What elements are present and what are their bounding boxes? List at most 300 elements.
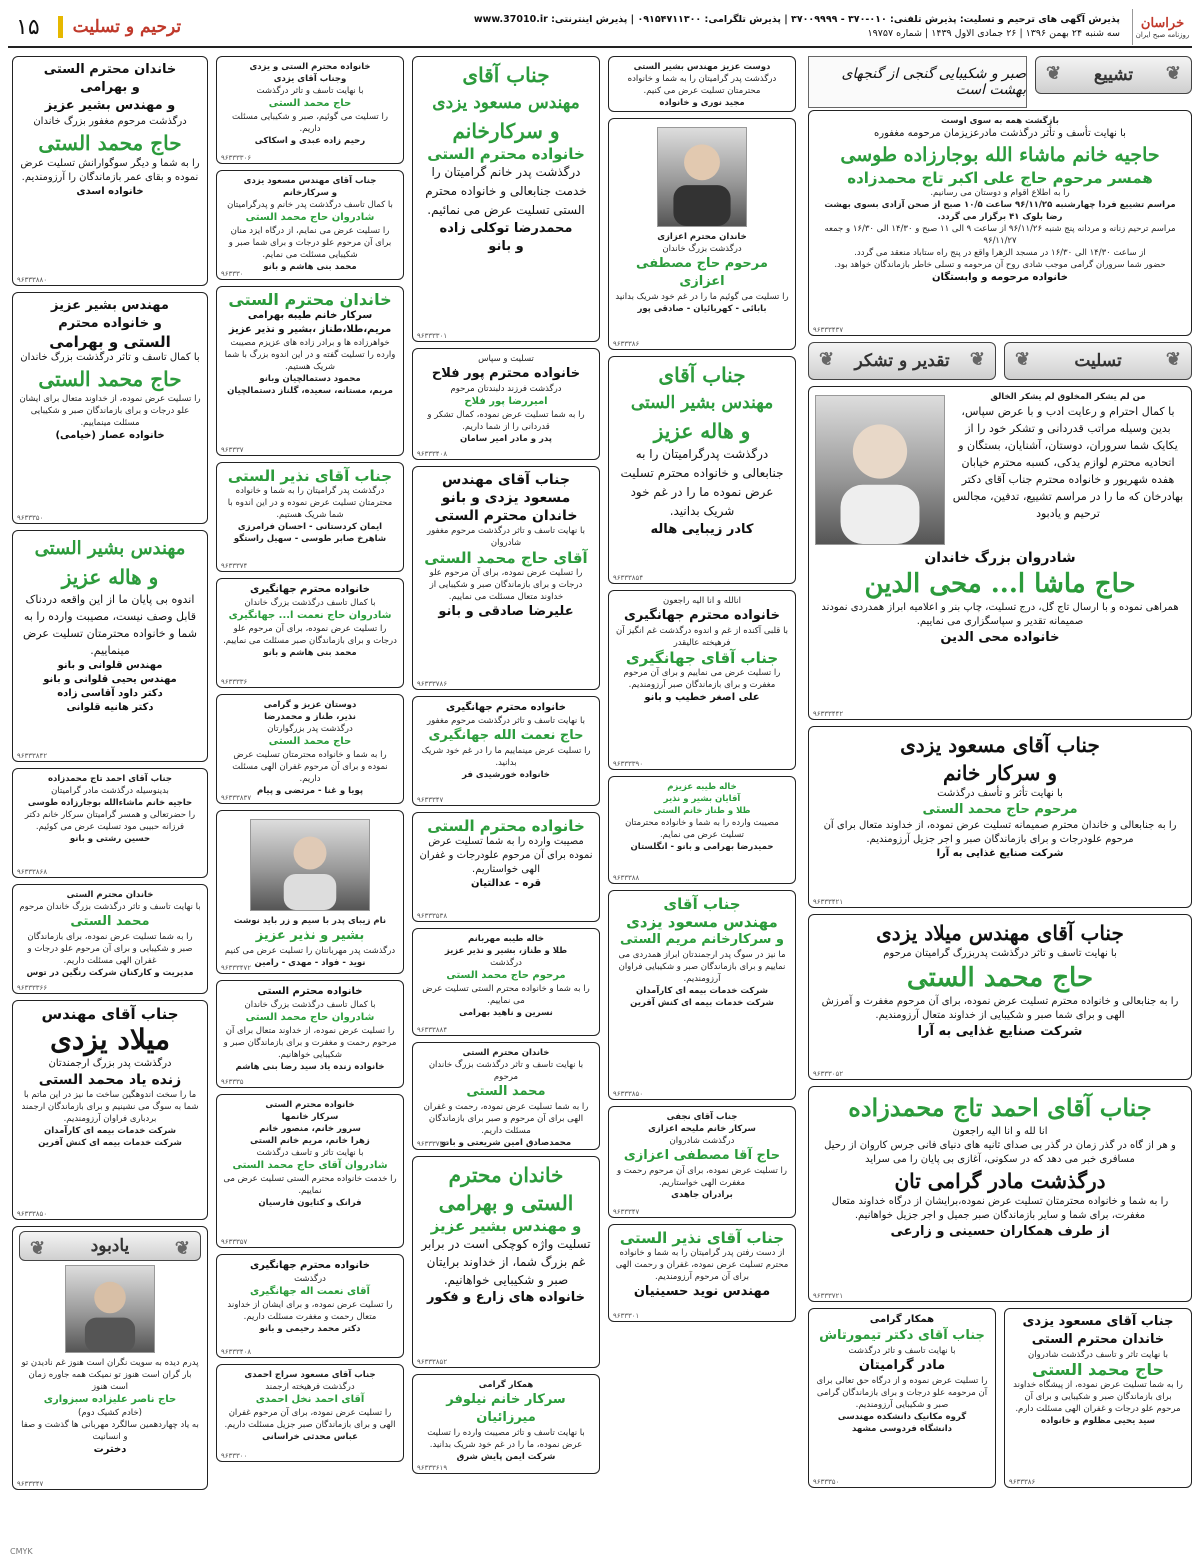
- c5b4-body2: را تسلیت عرض نموده و از درگاه حق تعالی برای آن مرحومه علو درجات و برای بازماندگان گرامی صبر و شکیبایی آرزومندیم.: [816, 1376, 988, 1410]
- c2b7-body: درگذشت پدر مهربانتان را تسلیت عرض می کنیم: [224, 946, 396, 956]
- c4b6-l2: مهندس مسعود یزدی: [626, 913, 778, 931]
- c3b3-code: ۹۶۳۳۳۷۸۶: [417, 680, 448, 688]
- c4b3-l2: مهندس بشیر الستی: [630, 393, 774, 413]
- c2b4-code: ۹۶۳۳۳۷۴: [221, 562, 248, 570]
- section-bar-icon: [58, 16, 63, 38]
- c4b6-sign2: شرکت خدمات بیمه ای کنش آفرین: [630, 998, 774, 1008]
- c4b3-title: جناب آقای: [658, 363, 746, 387]
- c3-box-4: [412, 696, 600, 806]
- taqdir-notice: [808, 386, 1192, 720]
- c4b3-l3: و هاله عزیز: [653, 419, 751, 443]
- tashyi-notice: [808, 110, 1192, 336]
- c2b6-l2: نذیر، طناز و محمدرضا: [264, 712, 356, 722]
- c3b2-title: تسلیت و سپاس: [478, 354, 534, 364]
- c2-box-6: [216, 694, 404, 804]
- section-title: ترحیم و تسلیت: [72, 17, 182, 37]
- c1b1-sign: خانواده اسدی: [76, 186, 144, 197]
- brand-name: خراسان: [1140, 15, 1185, 31]
- c2-box-4: [216, 462, 404, 572]
- c1b5-sign: مدیریت و کارکنان شرکت رنگین در توس: [26, 968, 194, 978]
- c2b3-s1: محمود دستمالچیان وبانو: [259, 374, 361, 384]
- c1b5-name: محمد الستی: [70, 914, 150, 929]
- c5-box-4: [808, 1308, 996, 1488]
- c5b4-title: همکار گرامی: [869, 1314, 935, 1325]
- c2b8-code: ۹۶۳۳۳۵: [221, 1078, 244, 1086]
- c2b3-body: خواهرزاده ها و برادر زاده های عزیزم مصیبت وارده را تسلیت گفته و در این اندوه بزرگ با شما شریک هستیم.: [224, 338, 396, 372]
- c2-box-7: [216, 810, 404, 974]
- c4-box-7: [608, 1106, 796, 1218]
- c5b1-body2: را به جنابعالی و خاندان محترم صمیمانه تسلیت عرض نموده، از خداوند متعال برای آن مرحوم علودرجات و برای بازماندگان صبر و اجر جزیل آرزومندیم.: [823, 820, 1177, 845]
- c2b10-name: آقای نعمت اله جهانگیری: [250, 1286, 370, 1297]
- c1b1-l3: و مهندس بشیر عزیز: [44, 98, 176, 113]
- c3-box-7: [412, 1042, 600, 1150]
- c4b6-sign: شرکت خدمات بیمه ای کارآمدان: [636, 986, 768, 996]
- c4b7-l2: سرکار خانم ملیحه اعزازی: [648, 1124, 756, 1134]
- c3-box-1: [412, 56, 600, 342]
- tashyi-p1: مراسم تشییع فردا چهارشنبه ۹۶/۱۱/۲۵ ساعت ۱۰/۵ صبح از صحن آزادی بسوی بهشت رضا بلوک ۴۱ برگزار می گردد.: [824, 200, 1176, 222]
- taqdir-top-row: [815, 391, 1185, 549]
- c5b1-body: با نهایت تأثر و تأسف درگذشت: [937, 788, 1063, 799]
- c2b5-code: ۹۶۳۳۳۳۶: [221, 678, 248, 686]
- c5b3-body2: را به شما و خانواده محترمتان تسلیت عرض نموده،برایشان از درگاه خداوند متعال مغفرت، برای شما و سایر بازماندگان صبر جمیل و اجر جزیل خواهانیم.: [831, 1196, 1169, 1221]
- c1b2-name: حاج محمد الستی: [38, 367, 182, 391]
- c3b1-sign2: و بانو: [488, 239, 524, 254]
- c4b2-body: درگذشت بزرگ خاندان: [662, 244, 742, 254]
- c5b1-name: مرحوم حاج محمد الستی: [922, 802, 1078, 817]
- c4b7-title: جناب آقای نجفی: [666, 1112, 738, 1122]
- c2b6-title: دوستان عزیز و گرامی: [263, 700, 357, 710]
- c3b1-title: جناب آقای: [462, 63, 550, 87]
- c2b10-sign: دکتر محمد رحیمی و بانو: [259, 1324, 361, 1334]
- c2b11-body: درگذشت فرهیخته ارجمند: [265, 1382, 355, 1392]
- c5b1-title: جناب آقای مسعود یزدی: [900, 733, 1100, 757]
- c2-portrait: [250, 819, 370, 911]
- c2-box-2: [216, 170, 404, 280]
- c1b7-code: ۹۶۳۳۳۴۷: [17, 1480, 44, 1488]
- c4b8-title: جناب آقای نذیر الستی: [619, 1229, 785, 1247]
- c2b11-body2: را تسلیت عرض نموده، برای آن مرحوم غفران الهی و برای بازماندگان صبر جزیل مسئلت داریم.: [224, 1408, 396, 1430]
- c3b6-body: درگذشت: [490, 958, 522, 968]
- c3b6-l2: طلا و طناز، بشیر و نذیر عزیز: [444, 946, 568, 956]
- tashyi-p2: مراسم ترحیم زنانه و مردانه پنج شنبه ۹۶/۱۱/۲۶ از ساعت ۹ الی ۱۱ صبح و ۱۴/۳۰ الی ۱۶/۳۰ و جمعه ۹۶/۱۱/۲۷: [824, 224, 1176, 246]
- c2b4-s1: ایمان کردستانی - احسان فرامرزی: [237, 522, 383, 532]
- c1b3-l2: و هاله عزیز: [61, 565, 159, 589]
- c1b6-title: جناب آقای مهندس: [41, 1005, 179, 1023]
- c4b4-body2: را تسلیت عرض می نماییم و برای آن مرحوم مغفرت و برای بازماندگان صبر آرزومندیم.: [623, 668, 781, 690]
- c2b7-sign: نوید - فواد - مهدی - رامین: [254, 958, 366, 968]
- c1b1-body: درگذشت مرحوم مغفور بزرگ خاندان: [33, 116, 187, 127]
- c1b3-code: ۹۶۳۳۳۸۴۲: [17, 752, 48, 760]
- portrait-icon: [66, 1266, 154, 1352]
- c4b7-body2: را تسلیت عرض نموده، برای آن مرحوم رحمت و مغفرت الهی خواستاریم.: [617, 1166, 787, 1188]
- c1b4-body2: را حضرتعالی و همسر گرامیتان سرکار خانم دکتر فرزانه حبیبی مود تسلیت عرض می کوئیم.: [24, 810, 196, 832]
- c4b1-body: درگذشت پدر گرامیتان را به شما و خانواده محترمتان تسلیت عرض می کنیم.: [627, 74, 777, 96]
- c5b3-name: درگذشت مادر گرامی تان: [894, 1169, 1106, 1193]
- c3-box-8: [412, 1156, 600, 1368]
- c2b1-body: با نهایت تاسف و تاثر درگذشت: [256, 86, 364, 96]
- c1b1-l2: و بهرامی: [80, 80, 140, 95]
- c2-box-9: [216, 1094, 404, 1248]
- c3b3-sign: علیرضا صادقی و بانو: [438, 604, 574, 619]
- c3b8-l3: و مهندس بشیر عزیز: [430, 1217, 582, 1235]
- c3b8-sign: خانواده های زارع و فکور: [426, 1290, 586, 1305]
- tashyi-p4: حضور شما سروران گرامی موجب شادی روح آن مرحومه و تسلی خاطر بازماندگان خواهد بود.: [834, 260, 1166, 270]
- c1-box-3: [12, 530, 208, 762]
- c1-box-1: [12, 56, 208, 286]
- c1b5-body2: را به شما تسلیت عرض نموده، برای بازماندگان صبر و شکیبایی و برای آن مرحوم علو درجات و غفران الهی مسئلت داریم.: [27, 932, 193, 966]
- c1b4-sign: حسین رشتی و بانو: [69, 834, 151, 844]
- c3b3-title: جناب آقای مهندس: [442, 472, 570, 488]
- c5b2-sign: شرکت صنایع غذایی به آرا: [917, 1024, 1083, 1039]
- page-header: [8, 8, 1192, 48]
- c2-box-5: [216, 578, 404, 688]
- c3b9-title: همکار گرامی: [478, 1380, 534, 1390]
- tashyi-sign: خانواده مرحومه و وابستگان: [931, 272, 1068, 283]
- c2b9-sign: فرانک و کتایون فارسیان: [258, 1198, 362, 1208]
- c2b4-body: درگذشت پدر گرامیتان را به شما و خانواده محترمتان تسلیت عرض نموده و در این اندوه با شما شریک هستیم.: [227, 486, 393, 520]
- c2b2-name: شادروان حاج محمد الستی: [245, 212, 375, 223]
- c3-box-3: [412, 466, 600, 690]
- c3b2-name: خانواده محترم پور فلاح: [431, 366, 581, 381]
- c2b9-body: با نهایت تاثر و تاسف درگذشت: [256, 1148, 364, 1158]
- c4-box-3: [608, 356, 796, 584]
- header-phone-info: پذیرش آگهی های ترحیم و تسلیت: پذیرش تلفنی: ۰۱۰-۳۷۰ - ۳۷۰۰۹۹۹۹ | پذیرش تلگرامی: ۰۹۱۵۴۷۱۱۳۰۰ | پذیرش اینترنتی: www.37010.ir: [473, 14, 1120, 25]
- c5b2-body: با نهایت تاسف و تاثر درگذشت پدربزرگ گرامیتان مرحوم: [883, 948, 1117, 959]
- c5b4-sign2: دانشگاه فردوسی مشهد: [851, 1424, 953, 1434]
- c4b5-code: ۹۶۳۳۳۸۸: [613, 874, 640, 882]
- c1b6-body: درگذشت پدر بزرگ ارجمندتان: [48, 1058, 172, 1069]
- column-5: [808, 56, 1192, 1488]
- c1b6-code: ۹۶۳۳۳۸۵۰: [17, 1210, 48, 1218]
- c3b1-l4: خانواده محترم الستی: [427, 145, 585, 163]
- c2b10-body2: را تسلیت عرض نموده، و برای ایشان از خداوند متعال رحمت و مغفرت مسئلت داریم.: [227, 1300, 393, 1322]
- c3b1-l3: و سرکارخانم: [452, 119, 560, 143]
- c1b2-sign: خانواده عصار (خیامی): [55, 430, 165, 441]
- c3b9-sign: شرکت ایمن پایش شرق: [456, 1452, 556, 1462]
- c2b5-name: شادروان حاج نعمت ا... جهانگیری: [228, 610, 392, 621]
- c3b2-sign: پدر و مادر امیر سامان: [459, 434, 553, 444]
- c1b5-body: با نهایت تاسف و تاثر درگذشت بزرگ خاندان مرحوم: [19, 902, 201, 912]
- c4b8-code: ۹۶۳۳۳۰۱: [613, 1312, 640, 1320]
- c1b1-body2: را به شما و دیگر سوگوارانش تسلیت عرض نموده و بقای عمر بازماندگان را آرزومندیم.: [20, 158, 200, 183]
- slogan-box: صبر و شکیبایی گنجی از گنجهای بهشت است: [808, 56, 1027, 108]
- c2b9-l4: زهرا خانم، مریم خانم الستی: [250, 1136, 370, 1146]
- banner-row-2: [808, 342, 1192, 380]
- c3b6-code: ۹۶۳۳۳۸۸۴: [417, 1026, 448, 1034]
- c3b1-l2: مهندس مسعود یزدی: [432, 93, 580, 113]
- c2b1-title: خانواده محترم الستی و یزدی: [249, 62, 371, 72]
- c5b5-name: حاج محمد الستی: [1031, 1360, 1165, 1379]
- c4b1-sign: مجید نوری و خانواده: [659, 98, 745, 108]
- c1-box-4: [12, 768, 208, 878]
- c2b2-code: ۹۶۳۳۳۰: [221, 270, 244, 278]
- c2b8-name: شادروان حاج محمد الستی: [245, 1012, 375, 1023]
- c4b4-sign: علی اصغر خطیب و بانو: [644, 692, 760, 703]
- taqdir-code: ۹۶۳۳۳۴۴۲: [813, 710, 844, 718]
- c4b6-title: جناب آقای: [663, 895, 741, 913]
- section-title-wrap: [48, 16, 191, 38]
- c1-portrait: [65, 1265, 155, 1353]
- c1b3-title: مهندس بشیر الستی: [34, 538, 186, 559]
- c4b4-title: انالله و انا الیه راجعون: [662, 596, 742, 606]
- page-number: ۱۵: [16, 14, 40, 40]
- c5b3-code: ۹۶۳۳۳۷۲۱: [813, 1292, 844, 1300]
- tashyi-top: بازگشت همه به سوی اوست: [941, 116, 1059, 126]
- c3b7-title: خاندان محترم الستی: [462, 1048, 550, 1058]
- c1b3-s4: دکتر هانیه قلوانی: [66, 702, 154, 713]
- cmyk-mark: CMYK: [10, 1547, 33, 1556]
- c1b7-body: پدرم دیده به سویت نگران است هنوز غم نادیدن تو بار گران است هنوز تو نمیکت همه جاوره زمان است هنوز: [21, 1358, 199, 1392]
- c3b7-code: ۹۶۳۳۳۷۴۲: [417, 1140, 448, 1148]
- c3b8-title: خاندان محترم: [448, 1163, 564, 1187]
- taqdir-photo: [815, 395, 945, 545]
- c3b6-body2: را به شما و خانواده محترم الستی تسلیت عرض می نماییم.: [422, 984, 590, 1006]
- c4-box-6: [608, 890, 796, 1100]
- c4b7-code: ۹۶۳۳۳۴۷: [613, 1208, 640, 1216]
- c4b3-sign: کادر زیبایی هاله: [650, 522, 754, 537]
- taqdir-body2: همراهی نموده و با ارسال تاج گل، درج تسلیت، چاپ بنر و اعلامیه ابراز همدردی نمودند صمیمانه تقدیر و سپاسگزاری می نماییم.: [821, 602, 1179, 627]
- c5b5-sign: سید یحیی مظلوم و خانواده: [1041, 1416, 1155, 1426]
- c4b2-code: ۹۶۳۳۳۸۶: [613, 340, 640, 348]
- c3-box-5: [412, 812, 600, 922]
- c5b2-name: حاج محمد الستی: [906, 963, 1094, 993]
- c5b2-code: ۹۶۳۳۳۰۵۲: [813, 1070, 844, 1078]
- c1b6-body2: ما را سخت اندوهگین ساخت ما نیز در این ماتم با شما به سوگ می نشینیم و برای بازماندگان ارجمند بردباری فراوان آرزومندیم.: [21, 1090, 199, 1124]
- c3b4-sign: خانواده خورشیدی فر: [462, 770, 550, 780]
- c2b3-title: خاندان محترم الستی: [228, 290, 392, 309]
- c3b5-sign: قره - عدالتیان: [470, 878, 542, 889]
- c2b2-sign: محمد بنی هاشم و بانو: [263, 262, 357, 272]
- taqdir-name2: حاج ماشا ا... محی الدین: [864, 569, 1136, 599]
- banner-yadbood: ❦ یادبود ❦: [19, 1231, 201, 1261]
- portrait-icon: [251, 820, 369, 910]
- column-2: [216, 56, 404, 1462]
- c1b2-l2: و خانواده محترم: [58, 316, 162, 331]
- c1b3-s2: مهندس یحیی قلوانی و بانو: [43, 674, 177, 685]
- c4-box-1: [608, 56, 796, 112]
- c5b5-body: با نهایت تاثر و تاسف درگذشت شادروان: [1028, 1350, 1168, 1360]
- c3b8-l2: الستی و بهرامی: [438, 1191, 574, 1215]
- c2b8-body: با کمال تاسف درگذشت بزرگ خاندان: [244, 1000, 376, 1010]
- c2b8-title: خانواده محترم الستی: [257, 986, 363, 997]
- c2b5-sign: محمد بنی هاشم و بانو: [263, 648, 357, 658]
- c2b5-body2: را تسلیت عرض نموده، برای آن مرحوم علو درجات و برای بازماندگان صبر مسئلت می نماییم.: [223, 624, 397, 646]
- c4b2-name: مرحوم حاج مصطفی اعزازی: [636, 256, 768, 289]
- c1b2-title: مهندس بشیر عزیز: [51, 298, 169, 313]
- c1b6-name2: زنده یاد محمد الستی: [38, 1072, 182, 1088]
- c4b7-name: حاج آقا مصطفی اعزازی: [623, 1148, 781, 1163]
- c3b7-body2: را به شما تسلیت عرض نموده، رحمت و غفران الهی برای آن مرحوم و صبر برای بازماندگان مسئلت داریم.: [423, 1102, 589, 1136]
- c4b4-l2: خانواده محترم جهانگیری: [623, 608, 781, 623]
- tashyi-body2: را به اطلاع اقوام و دوستان می رسانیم.: [930, 188, 1070, 198]
- c2-box-1: [216, 56, 404, 164]
- c4b5-title: خاله طیبه عزیزم: [667, 782, 737, 792]
- c2b9-code: ۹۶۳۳۳۵۷: [221, 1238, 248, 1246]
- c5b1-sign: شرکت صنایع غذایی به آرا: [936, 848, 1064, 859]
- c2b11-name: آقای احمد نخل احمدی: [255, 1394, 365, 1405]
- c5-box-2: [808, 914, 1192, 1080]
- c2b6-body2: را به شما و خانواده محترمتان تسلیت عرض نموده و برای آن مرحوم غفران الهی مسئلت داریم.: [232, 750, 388, 784]
- c5-box-3: [808, 1086, 1192, 1302]
- c2b6-sign: پویا و غنا - مرتضی و پیام: [256, 786, 364, 796]
- c4b8-body: از دست رفتن پدر گرامیتان را به شما و خانواده محترم تسلیت عرض نموده، غفران و رحمت الهی برای آن مرحوم آرزومندیم.: [615, 1248, 789, 1282]
- c5-box-1: [808, 726, 1192, 908]
- c4b2-cap: خاندان محترم اعزازی: [657, 232, 747, 242]
- c2b7-cap: نام زیبای پدر با سیم و زر باید نوشت: [233, 916, 387, 926]
- c5b1-l2: و سرکار خانم: [943, 761, 1057, 785]
- c3b9-body: با نهایت تاسف و تاثر مصیبت وارده را تسلیت عرض نموده، ما را در غم خود شریک بدانید.: [427, 1428, 585, 1450]
- c3b9-name: سرکار خانم نیلوفر میرزائیان: [446, 1392, 566, 1425]
- c3b7-sign: محمدصادق امین شریعتی و بانو: [440, 1138, 572, 1148]
- c5b2-title: جناب آقای مهندس میلاد یزدی: [876, 921, 1124, 945]
- c5-box-5: [1004, 1308, 1192, 1488]
- c1b3-s1: مهندس قلوانی و بانو: [57, 660, 163, 671]
- c5-bottom-row: [808, 1308, 1192, 1488]
- tashyi-name2: همسر مرحوم حاج علی اکبر تاج محمدزاده: [847, 169, 1153, 187]
- banner-tashyi: ❦ تشییع ❦: [1035, 56, 1192, 94]
- portrait-icon: [816, 396, 944, 544]
- c1b2-code: ۹۶۳۳۳۵۰: [17, 514, 44, 522]
- c2-box-8: [216, 980, 404, 1088]
- c2b9-l3: سرور خانم، منصور خانم: [259, 1124, 361, 1134]
- c4b4-code: ۹۶۳۳۳۳۹۰: [613, 760, 644, 768]
- column-3: [412, 56, 600, 1474]
- c4b5-l2: آقایان بشیر و نذیر: [663, 794, 741, 804]
- c2b10-code: ۹۶۳۳۳۴۰۸: [221, 1348, 252, 1356]
- c2b7-code: ۹۶۳۳۳۴۷۲: [221, 964, 252, 972]
- c2b3-code: ۹۶۳۳۳۷: [221, 446, 244, 454]
- c5b5-body2: را به شما تسلیت عرض نموده، از پیشگاه خداوند برای بازماندگان صبر و شکیبایی و برای آن مرحوم علو درجات و غفران الهی مسئلت دارم.: [1013, 1380, 1183, 1414]
- c4b6-body: ما نیز در سوگ پدر ارجمندتان ابراز همدردی می نماییم و برای بازماندگان صبر و شکیبایی فراوان آرزومندیم.: [618, 950, 786, 984]
- c1b3-s3: دکتر داود آقاسی زاده: [57, 688, 163, 699]
- c1b5-code: ۹۶۳۳۳۳۶۶: [17, 984, 48, 992]
- c1b2-body2: را تسلیت عرض نموده، از خداوند متعال برای ایشان علو درجات و برای بازماندگان صبر و شکیبایی مسئلت مینماییم.: [19, 394, 201, 428]
- c1b7-name: حاج ناصر علیزاده سبزواری: [43, 1394, 177, 1405]
- c1b1-title: خاندان محترم الستی: [43, 62, 177, 77]
- c3b1-body: درگذشت پدر خانم گرامیتان را خدمت جنابعالی و خانواده محترم الستی تسلیت عرض می نمائیم.: [425, 165, 587, 217]
- c2b9-body2: را خدمت خانواده محترم الستی تسلیت عرض می نماییم.: [223, 1174, 397, 1196]
- banner-taqdir: ❦ تقدیر و تشکر ❦: [808, 342, 996, 380]
- c3b5-body: مصیبت وارده را به شما تسلیت عرض نموده برای آن مرحوم علودرجات و غفران الهی خواستاریم.: [419, 836, 593, 875]
- c3b3-body2: را تسلیت عرض نموده، برای آن مرحوم علو درجات و برای بازماندگان صبر و شکیبایی از خداوند متعال مسئلت می نماییم.: [429, 568, 583, 602]
- c4-box-5: [608, 776, 796, 884]
- c3b1-sign: محمدرضا توکلی زاده: [439, 221, 573, 236]
- c3b3-body: با نهایت تاسف و تاثر درگذشت مرحوم مغفور شادروان: [427, 526, 585, 548]
- c3b6-title: خاله طیبه مهربانم: [467, 934, 545, 944]
- c2b9-title: خانواده محترم الستی: [265, 1100, 355, 1110]
- c3b8-code: ۹۶۳۳۳۸۵۲: [417, 1358, 448, 1366]
- c4b6-code: ۹۶۳۳۳۸۵۰: [613, 1090, 644, 1098]
- c4b7-body: درگذشت شادروان: [669, 1136, 735, 1146]
- c1b4-title: جناب آقای احمد تاج محمدزاده: [48, 774, 172, 784]
- taqdir-body: با کمال احترام و رعایت ادب و با عرض سپاس، بدین وسیله مراتب قدردانی و تشکر خود را از یکایک شما سروران، دوستان، آشنایان، بستگان و اتحادیه محترم لوازم یدکی، کسبه محترم خیابان هفده شهریور و خانواده محترم جناب آقای دکتر بهادرخان که ما را در مراسم تشییع، تدفین، مجالس ترحیم و یادبود: [952, 405, 1184, 520]
- c2b11-title: جناب آقای مسعود سراج احمدی: [244, 1370, 376, 1380]
- c4b1-title: دوست عزیز مهندس بشیر الستی: [633, 62, 771, 72]
- c3b5-code: ۹۶۳۳۳۵۳۸: [417, 912, 448, 920]
- c5b4-sign: گروه مکانیک دانشکده مهندسی: [837, 1412, 967, 1422]
- c3b3-l3: خاندان محترم الستی: [434, 508, 578, 524]
- c2b3-l3: مریم،طلا،طناز ،بشیر و نذیر عزیز: [228, 324, 392, 335]
- header-issue: سه شنبه ۲۴ بهمن ۱۳۹۶ | ۲۶ جمادی الاول ۱۴۳۹ | شماره ۱۹۷۵۷: [867, 28, 1120, 39]
- c4b5-body: مصیبت وارده را به شما و خانواده محترمتان تسلیت عرض می نمایم.: [625, 818, 779, 840]
- c5b4-code: ۹۶۳۳۳۵۰: [813, 1478, 840, 1486]
- c3-box-9: [412, 1374, 600, 1474]
- c3b8-body: تسلیت واژه کوچکی است در برابر غم بزرگ شما، از خداوند برایتان صبر و شکیبایی خواهانیم.: [421, 1237, 591, 1287]
- c5b4-name2: مادر گرامیتان: [858, 1358, 946, 1373]
- c2b10-title: خانواده محترم جهانگیری: [249, 1260, 371, 1271]
- c3b4-code: ۹۶۳۳۳۴۷: [417, 796, 444, 804]
- c4-box-8: [608, 1224, 796, 1322]
- tashyi-code: ۹۶۳۳۳۴۳۷: [813, 326, 844, 334]
- c2b2-l2: و سرکارخانم: [282, 188, 338, 198]
- c5b5-title: جناب آقای مسعود یزدی: [1022, 1314, 1174, 1329]
- c3b2-name2: امیررضا پور فلاح: [464, 396, 548, 407]
- c1b4-body: بدینوسیله درگذشت مادر گرامیتان: [51, 786, 169, 796]
- taqdir-sign: خانواده محی الدین: [940, 630, 1060, 645]
- c1-box-2: [12, 292, 208, 524]
- c1b1-code: ۹۶۳۳۳۸۸۰: [17, 276, 48, 284]
- taqdir-name: شادروان بزرگ خاندان: [924, 550, 1076, 566]
- c3b5-title: خانواده محترم الستی: [427, 817, 585, 835]
- c1b2-body: با کمال تاسف و تاثر درگذشت بزرگ خاندان: [20, 352, 200, 363]
- newspaper-logo: [1132, 9, 1192, 45]
- c2b5-body: با کمال تاسف درگذشت بزرگ خاندان: [244, 598, 376, 608]
- c3b4-body2: را تسلیت عرض مینماییم ما را در غم خود شریک بدانید.: [421, 746, 591, 768]
- c4b6-l3: و سرکارخانم مریم الستی: [619, 932, 785, 947]
- c3b6-sign: نسرین و ناهید بهرامی: [459, 1008, 553, 1018]
- c5b1-code: ۹۶۳۳۳۴۲۱: [813, 898, 844, 906]
- c5b5-code: ۹۶۳۳۳۸۶: [1009, 1478, 1036, 1486]
- c5b4-name: جناب آقای دکتر تیمورتاش: [819, 1328, 985, 1343]
- c2b2-body: با کمال تاسف درگذشت پدر خانم و پدرگرامیتان: [227, 200, 393, 210]
- c5b2-body2: را به جنابعالی و خانواده محترم تسلیت عرض نموده، برای آن مرحوم مغفرت و آمرزش الهی و برای شما صبر و شکیبایی از خداوند متعال آرزومندیم.: [821, 996, 1179, 1021]
- c1-box-6: [12, 1000, 208, 1220]
- c3b2-code: ۹۶۳۳۳۴۰۸: [417, 450, 448, 458]
- c5b5-l2: خاندان محترم الستی: [1031, 1332, 1165, 1347]
- c4b2-body2: را تسلیت می گوئیم ما را در غم خود شریک بدانید: [615, 292, 789, 302]
- c1b7-sub: (خادم کشیک دوم): [78, 1408, 142, 1418]
- c1b6-sign: شرکت خدمات بیمه ای کارآمدان: [44, 1126, 176, 1136]
- c3-box-2: [412, 348, 600, 460]
- c2b11-sign: عباس محدثی خراسانی: [262, 1432, 358, 1442]
- tashyi-row: [808, 56, 1192, 108]
- c2b1-l2: وجناب آقای یزدی: [273, 74, 347, 84]
- c3b9-code: ۹۶۳۳۳۶۱۹: [417, 1464, 448, 1472]
- c2b6-code: ۹۶۳۳۳۸۳۷: [221, 794, 252, 802]
- c2b4-s2: شاهرخ صابر طوسی - سهیل راستگو: [233, 534, 387, 544]
- c1b7-body2: به یاد چهاردهمین سالگرد مهربانی ها گذشت و صفا و انسانیت: [21, 1420, 199, 1442]
- column-4: [608, 56, 796, 1322]
- c1b3-body: اندوه بی پایان ما از این واقعه دردناک قابل وصف نیست، مصیبت وارده را به شما و خانواده محترمتان تسلیت عرض مینماییم.: [23, 593, 197, 657]
- c2b8-sign: خانواده زنده یاد سید رضا بنی هاشم: [235, 1062, 385, 1072]
- c5b4-body: با نهایت تاسف و تاثر درگذشت: [848, 1346, 956, 1356]
- c2b9-l2: سرکار خانمها: [281, 1112, 339, 1122]
- c1b7-sign: دخترت: [93, 1444, 127, 1455]
- c1b4-name: حاجیه خانم ماشاءالله بوجارزاده طوسی: [27, 798, 193, 808]
- c3b7-body: با نهایت تاسف و تاثر درگذشت بزرگ خاندان مرحوم: [428, 1060, 584, 1082]
- c2b3-s2: مریم، مستانه، سعیده، گلناز دستمالچیان: [227, 386, 393, 396]
- c2b7-name: بشیر و نذیر عزیز: [255, 928, 365, 943]
- c1-box-7-yadbood: [12, 1226, 208, 1490]
- banner-tasliyat: ❦ تسلیت ❦: [1004, 342, 1192, 380]
- c3b4-body: با نهایت تاسف و تاثر درگذشت مرحوم مغفور: [427, 716, 585, 726]
- c4b3-body: درگذشت پدرگرامیتان را به جنابعالی و خانواده محترم تسلیت عرض نموده ما را در غم خود شریک بدانید.: [620, 447, 784, 518]
- c2b11-code: ۹۶۳۳۳۰۰: [221, 1452, 248, 1460]
- c2b1-name: حاج محمد الستی: [268, 98, 352, 109]
- c2b1-body2: را تسلیت می گوئیم، صبر و شکیبایی مسئلت داریم.: [232, 112, 388, 134]
- c2b6-name: حاج محمد الستی: [268, 736, 352, 747]
- c2b3-l2: سرکار خانم طیبه بهرامی: [247, 310, 373, 321]
